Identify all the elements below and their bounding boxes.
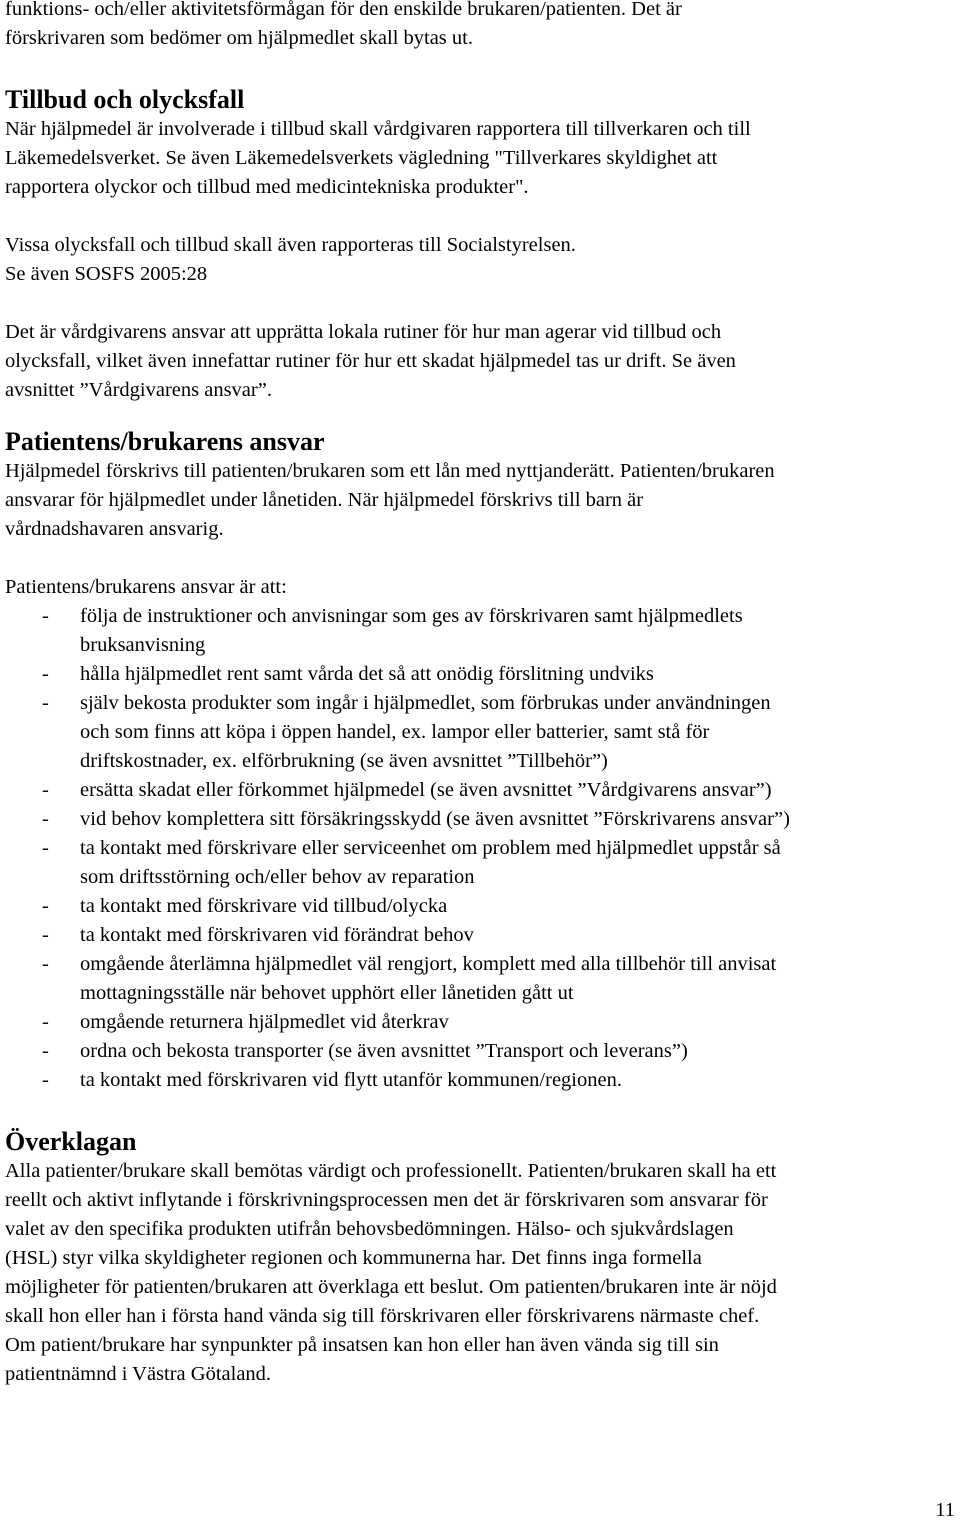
text-line: reellt och aktivt inflytande i förskrivningsprocessen men det är förskrivaren som ansvarar för [5,1189,768,1211]
text-line: bruksanvisning [80,634,206,656]
list-dash: - [42,692,49,714]
text-line: olycksfall, vilket även innefattar rutiner för hur ett skadat hjälpmedel tas ur drift. Se även [5,350,736,372]
text-line: ta kontakt med förskrivaren vid förändrat behov [80,924,474,946]
text-line: Alla patienter/brukare skall bemötas värdigt och professionellt. Patienten/brukaren skall ha ett [5,1160,777,1182]
list-dash: - [42,1011,49,1033]
text-line: omgående returnera hjälpmedlet vid återkrav [80,1011,449,1033]
text-line: ta kontakt med förskrivare eller serviceenhet om problem med hjälpmedlet uppstår så [80,837,781,859]
tillbud-paragraph-2 [5,231,960,289]
list-dash: - [42,837,49,859]
text-line: själv bekosta produkter som ingår i hjälpmedlet, som förbrukas under användningen [80,692,771,714]
document-page [5,0,960,1389]
overklagan-paragraph [5,1157,960,1389]
list-dash: - [42,953,49,975]
section-heading-overklagan: Överklagan [5,1127,137,1156]
text-line: rapportera olyckor och tillbud med medicintekniska produkter". [5,176,529,198]
text-line: förskrivaren som bedömer om hjälpmedlet skall bytas ut. [5,27,473,49]
text-line: Läkemedelsverket. Se även Läkemedelsverkets vägledning "Tillverkares skyldighet att [5,147,718,169]
list-dash: - [42,605,49,627]
list-item [5,805,960,834]
list-dash: - [42,779,49,801]
section-heading-patient: Patientens/brukarens ansvar [5,427,325,456]
tillbud-paragraph-1 [5,115,960,202]
text-line: driftskostnader, ex. elförbrukning (se även avsnittet ”Tillbehör”) [80,750,608,772]
text-line: ta kontakt med förskrivare vid tillbud/olycka [80,895,448,917]
text-line: Vissa olycksfall och tillbud skall även rapporteras till Socialstyrelsen. [5,234,576,256]
text-line: Om patient/brukare har synpunkter på insatsen kan hon eller han även vända sig till sin [5,1334,719,1356]
text-line: funktions- och/eller aktivitetsförmågan för den enskilde brukaren/patienten. Det är [5,0,682,20]
text-line: möjligheter för patienten/brukaren att överklaga ett beslut. Om patienten/brukaren inte är nöjd [5,1276,777,1298]
text-line: som driftsstörning och/eller behov av reparation [80,866,475,888]
section-heading-tillbud: Tillbud och olycksfall [5,85,245,114]
list-dash: - [42,1069,49,1091]
text-line: följa de instruktioner och anvisningar som ges av förskrivaren samt hjälpmedlets [80,605,743,627]
list-dash: - [42,663,49,685]
text-line: och som finns att köpa i öppen handel, ex. lampor eller batterier, samt stå för [80,721,710,743]
list-item [5,1037,960,1066]
page-number: 11 [935,1499,955,1521]
list-dash: - [42,924,49,946]
list-item [5,602,960,660]
list-item [5,689,960,776]
list-item [5,892,960,921]
tillbud-paragraph-3 [5,318,960,405]
list-dash: - [42,895,49,917]
text-line: Det är vårdgivarens ansvar att upprätta lokala rutiner för hur man agerar vid tillbud och [5,321,722,343]
text-line: Hjälpmedel förskrivs till patienten/brukaren som ett lån med nyttjanderätt. Patienten/brukaren [5,460,775,482]
patient-paragraph-1 [5,457,960,544]
text-line: patientnämnd i Västra Götaland. [5,1363,272,1385]
text-line: När hjälpmedel är involverade i tillbud skall vårdgivaren rapportera till tillverkaren och till [5,118,751,140]
list-dash: - [42,1040,49,1062]
list-item [5,776,960,805]
text-line: ersätta skadat eller förkommet hjälpmedel (se även avsnittet ”Vårdgivarens ansvar”) [80,779,772,801]
text-line: Se även SOSFS 2005:28 [5,263,208,285]
text-line: avsnittet ”Vårdgivarens ansvar”. [5,379,272,401]
text-line: ansvarar för hjälpmedlet under lånetiden. När hjälpmedel förskrivs till barn är [5,489,644,511]
text-line: skall hon eller han i första hand vända sig till förskrivaren eller förskrivarens närmaste chef. [5,1305,760,1327]
text-line: hålla hjälpmedlet rent samt vårda det så att onödig förslitning undviks [80,663,654,685]
intro-paragraph [5,0,960,53]
list-item [5,921,960,950]
text-line: ta kontakt med förskrivaren vid flytt utanför kommunen/regionen. [80,1069,622,1091]
responsibility-list [5,602,960,1095]
text-line: valet av den specifika produkten utifrån behovsbedömningen. Hälso- och sjukvårdslagen [5,1218,734,1240]
text-line: omgående återlämna hjälpmedlet väl rengjort, komplett med alla tillbehör till anvisat [80,953,777,975]
patient-list-intro: Patientens/brukarens ansvar är att: [5,576,287,598]
text-line: (HSL) styr vilka skyldigheter regionen och kommunerna har. Det finns inga formella [5,1247,702,1269]
list-item [5,1008,960,1037]
list-item [5,950,960,1008]
list-item [5,1066,960,1095]
list-item [5,660,960,689]
text-line: vårdnadshavaren ansvarig. [5,518,224,540]
list-dash: - [42,808,49,830]
text-line: mottagningsställe när behovet upphört eller lånetiden gått ut [80,982,574,1004]
text-line: ordna och bekosta transporter (se även avsnittet ”Transport och leverans”) [80,1040,688,1062]
list-item [5,834,960,892]
text-line: vid behov komplettera sitt försäkringsskydd (se även avsnittet ”Förskrivarens ansvar”) [80,808,790,830]
